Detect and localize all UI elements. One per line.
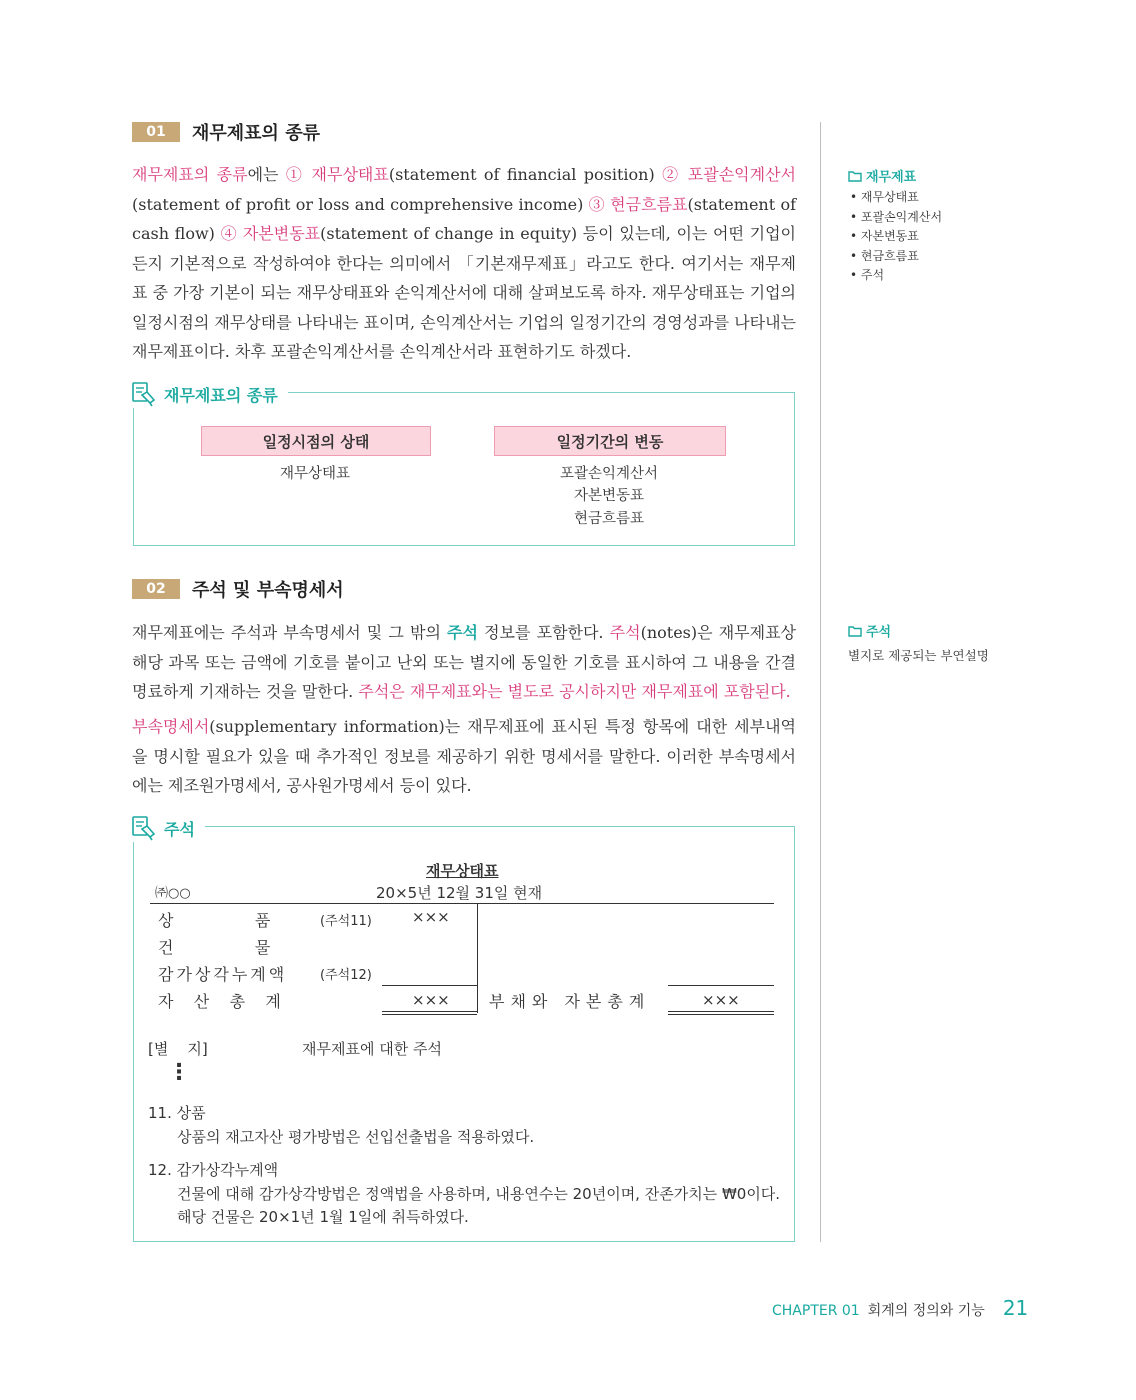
text: (statement of financial position)	[388, 165, 663, 184]
sidebar-heading-label: 주석	[866, 625, 892, 640]
box-title: 주석	[164, 819, 195, 839]
table-top-rule	[150, 903, 774, 904]
list-item: 재무상태표	[279, 466, 351, 482]
sidebar-item-label: 현금흐름표	[860, 248, 919, 263]
row-label: 감가상각누계액	[158, 965, 288, 984]
attachment-title: 재무제표에 대한 주석	[302, 1040, 442, 1058]
sidebar-heading	[848, 621, 891, 640]
term-highlight: ④ 자본변동표	[220, 224, 321, 243]
emphasis-text: 주석은 재무제표와는 별도로 공시하지만 재무제표에 포함된다.	[358, 682, 791, 701]
term-highlight: 부속명세서	[132, 717, 210, 736]
list-item: 자본변동표	[573, 488, 645, 504]
footer-chapter: CHAPTER 01	[772, 1303, 860, 1319]
list-item: 포괄손익계산서	[559, 466, 659, 482]
note-line: 해당 건물은 20×1년 1월 1일에 취득하였다.	[177, 1208, 469, 1226]
footer-title: 회계의 정의와 기능	[867, 1303, 985, 1319]
statement-title: 재무상태표	[426, 862, 499, 880]
company-name: ㈜○○	[155, 886, 191, 901]
term-highlight: 재무제표의 종류	[132, 165, 248, 184]
period-change-header: 일정기간의 변동	[494, 426, 726, 456]
text: (notes)은 재무제표상 해당 과목 또는 금액에 기호를 붙이고 난외 또는 별지에 동일한 기호를 표시하여 그 내용을 간결명료하게 기재하는 것을 말한다.	[132, 623, 796, 701]
table-center-rule	[477, 903, 478, 1013]
sidebar-item: • 현금흐름표	[850, 248, 919, 263]
section-number: 02	[132, 579, 180, 599]
row-label: 건 물	[158, 938, 271, 957]
subtotal-rule	[668, 985, 774, 986]
section-number: 01	[132, 122, 180, 142]
hand-note-icon	[130, 814, 158, 842]
note-heading: 12. 감가상각누계액	[148, 1161, 279, 1179]
row-note: (주석11)	[320, 914, 372, 929]
sidebar-item: • 포괄손익계산서	[850, 209, 943, 224]
total-double-rule	[668, 1011, 774, 1012]
sidebar-item: • 주석	[850, 268, 885, 282]
sidebar-divider	[820, 122, 821, 1242]
text: (statement of profit or loss and comprehensive income)	[132, 194, 589, 214]
sidebar-item-label: 자본변동표	[860, 229, 919, 243]
ellipsis-icon: ⋮	[168, 1060, 190, 1085]
term-highlight: ① 재무상태표	[285, 165, 389, 184]
text: (supplementary information)는 재무제표에 표시된 특정 항목에 대한 세부내역을 명시할 필요가 있을 때 추가적인 정보를 제공하기 위한 명세서를 말한다. 이러한 부속명세서에는 제조원가명세서, 공사원가명세서 등이 있다.	[132, 717, 796, 795]
section-01-heading	[132, 121, 320, 143]
row-label: 자 산 총 계	[158, 992, 281, 1011]
text: (statement of change in equity) 등이 있는데, 이는 어떤 기업이든지 기본적으로 작성하여야 한다는 의미에서 「기본재무제표」라고도 한다. 여기서는 재무제표 중 가장 기본이 되는 재무상태표와 손익계산서에 대해 살펴보도록 하자. 재무상태표는 기업의 일정시점의 재무상태를 나타내는 표이며, 손익계산서는 기업의 일정기간의 경영성과를 나타내는 재무제표이다. 차후 포괄손익계산서를 손익계산서라 표현하기도 하겠다.	[132, 224, 797, 361]
statement-date: 20×5년 12월 31일 현재	[376, 884, 543, 902]
sidebar-item: • 자본변동표	[850, 229, 919, 243]
section-02-paragraph-1	[132, 618, 796, 707]
folder-icon	[848, 170, 862, 182]
page-number: 21	[1002, 1296, 1029, 1320]
sidebar-heading-label: 재무제표	[866, 170, 917, 185]
sidebar-item-label: 재무상태표	[860, 190, 919, 204]
right-total-amount: ×××	[702, 991, 740, 1009]
section-01-paragraph	[132, 160, 796, 367]
folder-icon	[848, 625, 862, 637]
hand-note-icon	[130, 380, 158, 408]
total-double-rule	[668, 1014, 774, 1015]
box-header	[130, 380, 288, 408]
box-header	[130, 814, 205, 842]
term-highlight: 주석	[447, 623, 478, 642]
section-title: 재무제표의 종류	[192, 123, 320, 144]
total-double-rule	[382, 1014, 477, 1015]
subtotal-rule	[382, 985, 477, 986]
section-02-paragraph-2	[132, 712, 796, 801]
note-line: 상품의 재고자산 평가방법은 선입선출법을 적용하였다.	[177, 1128, 535, 1146]
box-title: 재무제표의 종류	[164, 385, 278, 405]
sidebar-item: • 재무상태표	[850, 190, 919, 204]
sidebar-list	[850, 188, 942, 286]
note-heading: 11. 상품	[148, 1104, 206, 1122]
sidebar-note-text: 별지로 제공되는 부연설명	[848, 648, 989, 663]
page-footer	[772, 1296, 1028, 1320]
sidebar-heading	[848, 166, 916, 185]
term-highlight: ③ 현금흐름표	[588, 194, 688, 214]
row-label: 상 품	[158, 911, 271, 930]
total-double-rule	[382, 1011, 477, 1012]
text: 에는	[247, 165, 286, 184]
text: 정보를 포함한다.	[477, 623, 610, 642]
text: 재무제표에는 주석과 부속명세서 및 그 밖의	[132, 623, 448, 642]
section-title: 주석 및 부속명세서	[192, 580, 344, 601]
row-amount: ×××	[412, 908, 450, 926]
section-02-heading	[132, 578, 344, 600]
text: (statement of cash flow)	[132, 194, 796, 243]
term-highlight: 주석	[609, 623, 641, 642]
row-amount: ×××	[412, 991, 450, 1009]
note-line: 건물에 대해 감가상각방법은 정액법을 사용하며, 내용연수는 20년이며, 잔존가치는 ₩0이다.	[177, 1185, 781, 1203]
right-total-label: 부채와 자본총계	[489, 992, 651, 1011]
sidebar-item-label: 주석	[860, 268, 885, 282]
sidebar-item-label: 포괄손익계산서	[860, 209, 943, 224]
attachment-label: [별 지]	[148, 1040, 208, 1058]
term-highlight: ② 포괄손익계산서	[662, 165, 797, 184]
row-note: (주석12)	[320, 968, 372, 983]
point-in-time-header: 일정시점의 상태	[201, 426, 431, 456]
list-item: 현금흐름표	[573, 511, 645, 527]
